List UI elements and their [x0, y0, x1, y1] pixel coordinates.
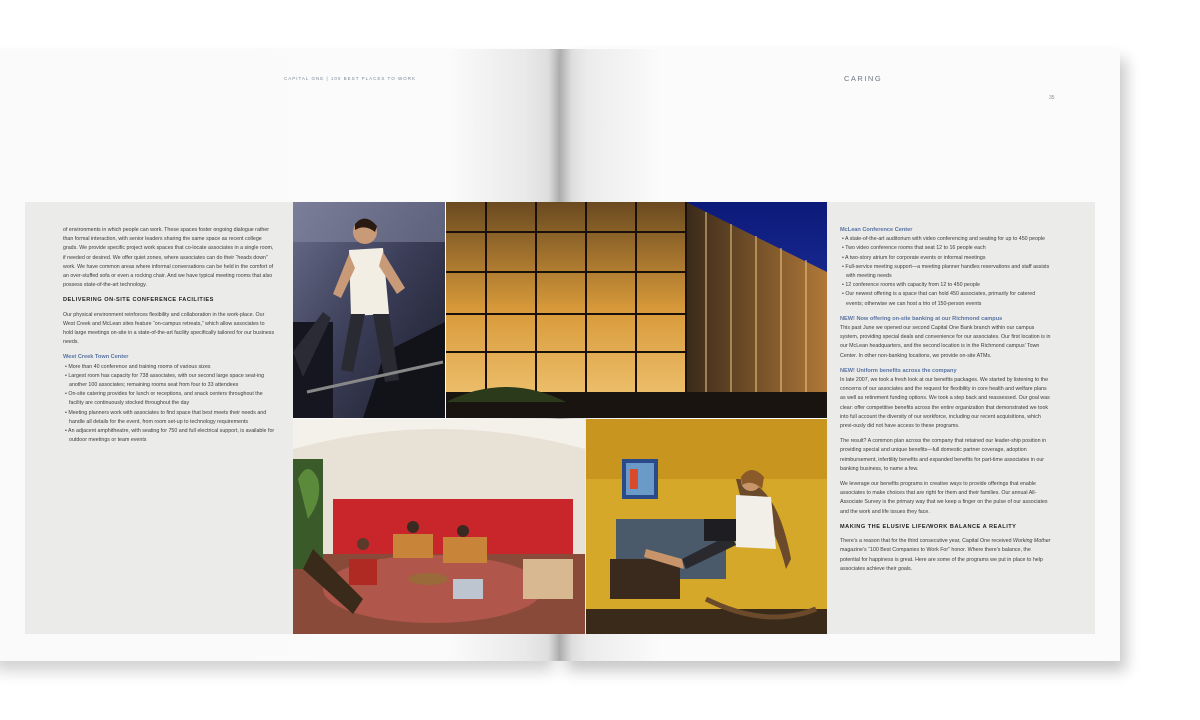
- list-item: • An adjacent amphitheatre, with seating for 750 and full electrical support, is available for outdoor meetings or team events: [63, 427, 276, 445]
- list-item: • On-site catering provides for lunch or receptions, and snack centers throughout the facility are continuously stocked throughout the day: [63, 390, 276, 408]
- list-item: • Two video conference rooms that seat 12 to 16 people each: [840, 244, 1052, 253]
- list-item: • More than 40 conference and training rooms of various sizes: [63, 363, 276, 372]
- balance-paragraph: [840, 537, 1052, 574]
- gym-photo: [293, 202, 445, 418]
- left-running-head: CAPITAL ONE | 100 BEST PLACES TO WORK: [284, 76, 416, 81]
- result-paragraph: The result? A common plan across the company that retained our leader-ship position in providing special and unique benefits—full domestic partner coverage, adoption reimbursement, infertility benefits and expanded benefits for part-time associates in our banking business, to name a few.: [840, 438, 1047, 472]
- building-photo: [446, 202, 827, 418]
- right-text-column: [840, 226, 1052, 580]
- mclean-list: [840, 235, 1052, 309]
- list-item: • Meeting planners work with associates to find space that best meets their needs and handle all details for the event, from room set-up to technology requirements: [63, 409, 276, 427]
- intro-paragraph: of environments in which people can work. These spaces foster ongoing dialogue rather than formal interaction, with senior leaders sharing the same space as recent college grads. We provide specific project work spaces that co-locate associates in a single room, if needed or desired. We offer quiet zones, where associates can do their “heads down” work. We have common areas where informal conversations can be held in the comfort of an over-stuffed sofa or even a rocking chair. And we have typical meeting rooms that also possess state-of-the-art technology.: [63, 227, 274, 289]
- conference-heading: DELIVERING ON-SITE CONFERENCE FACILITIES: [63, 297, 214, 304]
- west-creek-list: [63, 363, 276, 446]
- magazine-name: Working Mother: [1013, 538, 1051, 545]
- left-text-column: [63, 226, 276, 451]
- list-item: • Full-service meeting support—a meeting planner handles reservations and staff assists with meeting needs: [840, 263, 1052, 281]
- west-creek-heading: West Creek Town Center: [63, 354, 129, 361]
- balance-heading: MAKING THE ELUSIVE LIFE/WORK BALANCE A REALITY: [840, 523, 1017, 530]
- banking-paragraph: This past June we opened our second Capital One Bank branch within our campus system, providing special deals and convenience for our associates. Our first location is in our McLean headquarters, and the second location is in the Richmond campus’ Town Center. In other non-banking locations, we provide on-site ATMs.: [840, 325, 1051, 359]
- list-item: • A two-story atrium for corporate events or informal meetings: [840, 254, 1052, 263]
- list-item: • Largest room has capacity for 738 associates, with our second large space seat-ing another 100 associates; remaining rooms seat from four to 33 attendees: [63, 372, 276, 390]
- page-number: 35: [1049, 95, 1055, 101]
- list-item: • 12 conference rooms with capacity from 12 to 450 people: [840, 281, 1052, 290]
- lounge-photo: [293, 419, 585, 634]
- benefits-heading: NEW! Uniform benefits across the company: [840, 367, 957, 374]
- balance-text-start: There’s a reason that for the third consecutive year, Capital One received: [840, 538, 1014, 545]
- banking-heading: NEW! Now offering on-site banking at our Richmond campus: [840, 315, 1003, 322]
- conference-paragraph: Our physical environment reinforces flexibility and collaboration in the work-place. Our West Creek and McLean sites feature “on-campus retreats,” which allow associates to hold large meetings on-site in a state-of-the-art facility specifically tailored for our business needs.: [63, 311, 275, 346]
- balance-text-end: magazine’s “100 Best Companies to Work For” honor. Where there’s balance, the potential for happiness is great. Here are some of the programs we put in place to help associates achieve their goals.: [840, 547, 1043, 572]
- rocking-chair-photo: [586, 419, 827, 634]
- list-item: • A state-of-the-art auditorium with video conferencing and seating for up to 450 people: [840, 235, 1052, 244]
- right-running-head: CARING: [844, 74, 883, 83]
- list-item: • Our newest offering is a space that can hold 450 associates, primarily for catered events; otherwise we can host a trio of 150-person events: [840, 290, 1052, 308]
- leverage-paragraph: We leverage our benefits programs in creative ways to provide offerings that enable associates to make choices that are right for them and their families. Our annual All-Associate Survey is the primary way that we keep a finger on the pulse of our associates and the work and life issues they face.: [840, 481, 1048, 515]
- benefits-paragraph: In late 2007, we took a fresh look at our benefits packages. We started by listening to the concerns of our associates and the request for flexibility in core health and welfare plans as well as retirement funding options. We took a step back and reassessed. Our goal was clear: offer competitive benefits across the entire organization that demonstrated we took into full account the diversity of our workforce, including our recent acquisitions, which previ-ously did not have access to these programs.: [840, 377, 1050, 430]
- mclean-heading: McLean Conference Center: [840, 227, 913, 233]
